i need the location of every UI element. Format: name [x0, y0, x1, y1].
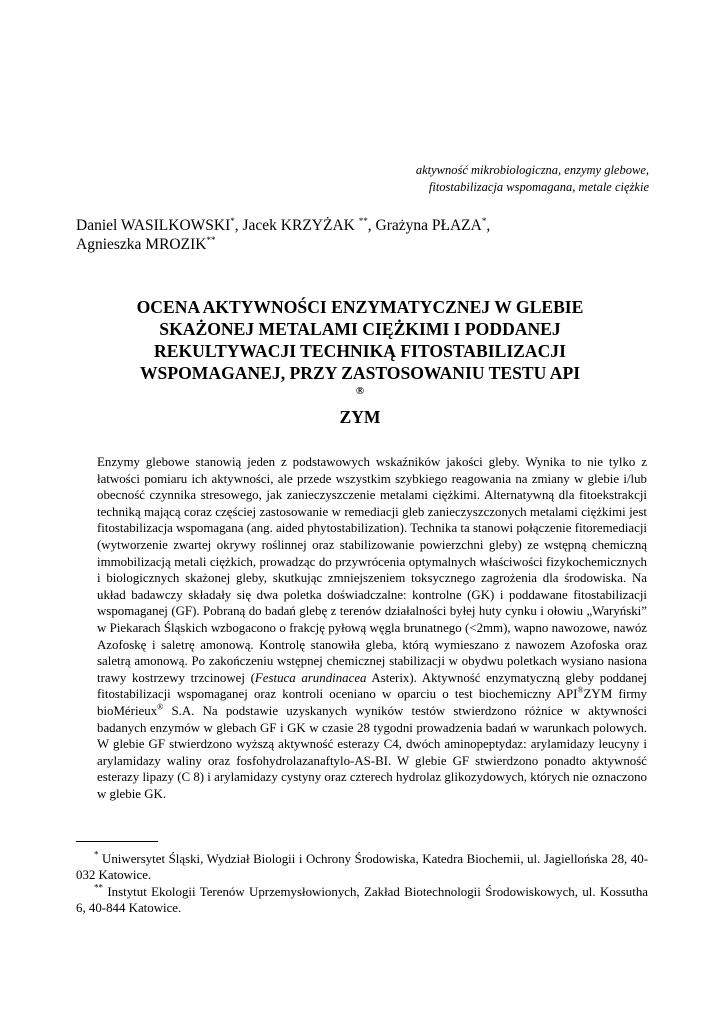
abstract-text-part-4: S.A. Na podstawie uzyskanych wyników testów stwierdzono różnice w aktywności badanych enzymów w glebach GF i GK w czasie 28 tygodni prowadzenia badań w warunkach polowych. W glebie GF stwierdzono wyższą aktywność esterazy C4, dwóch aminopeptydaz: arylamidazy leucyny i arylamidazy waliny oraz fosfohydrolazanaftylo-AS-BI. W glebie GF stwierdzono ponadto aktywność esterazy lipazy (C 8) i arylamidazy cystyny oraz czterech hydrolaz glikozydowych, których nie oznaczono w glebie GK. [97, 703, 647, 801]
author-1-affiliation-mark: * [230, 215, 235, 226]
footnote-2-text: Instytut Ekologii Terenów Uprzemysłowionych, Zakład Biotechnologii Środowiskowych, ul. Kossutha 6, 40-844 Katowice. [76, 885, 648, 916]
author-4-affiliation-mark: ** [206, 234, 216, 245]
title-line-4 [70, 362, 650, 428]
footnote-2 [76, 884, 648, 917]
abstract [97, 454, 647, 802]
author-2-affiliation-mark: ** [358, 215, 368, 226]
footnote-1 [76, 851, 648, 884]
author-4-name: Agnieszka MROZIK [76, 236, 207, 253]
abstract-text-part-3: ZYM firmy bioMérieux [97, 687, 647, 718]
title-line-4-suffix: ZYM [339, 407, 381, 427]
author-2-name: , Jacek KRZYŻAK [234, 217, 355, 234]
abstract-paragraph [97, 454, 647, 802]
registered-mark: ® [577, 686, 584, 696]
author-3-affiliation-mark: * [481, 215, 487, 226]
footnote-1-mark: * [94, 849, 99, 860]
paper-title [70, 296, 650, 428]
title-line-2: SKAŻONEJ METALAMI CIĘŻKIMI I PODDANEJ [159, 319, 561, 339]
title-line-1: OCENA AKTYWNOŚCI ENZYMATYCZNEJ W GLEBIE [136, 297, 584, 317]
footnote-1-text: Uniwersytet Śląski, Wydział Biologii i Ochrony Środowiska, Katedra Biochemii, ul. Jagiellońska 28, 40-032 Katowice. [76, 852, 648, 883]
species-name: Festuca arundinacea [254, 670, 367, 685]
title-line-3: REKULTYWACJI TECHNIKĄ FITOSTABILIZACJI [154, 341, 566, 361]
registered-mark: ® [355, 385, 365, 398]
author-3-name: , Grażyna PŁAZA [367, 217, 482, 234]
title-line-4-text: WSPOMAGANEJ, PRZY ZASTOSOWANIU TESTU API [139, 363, 581, 383]
author-1-name: Daniel WASILKOWSKI [76, 217, 231, 234]
keywords-line-1: aktywność mikrobiologiczna, enzymy glebowe, [415, 163, 649, 177]
keywords-line-2: fitostabilizacja wspomagana, metale ciężkie [428, 180, 649, 194]
abstract-text-part-1: Enzymy glebowe stanowią jeden z podstawowych wskaźników jakości gleby. Wynika to nie tylko z łatwości pomiaru ich aktywności, ale przede wszystkim szybkiego reagowania na zmiany w glebie i/lub obecność czynnika stresowego, jak zanieczyszczenie metalami ciężkimi. Alternatywną dla fitoekstrakcji techniką mającą coraz częściej zastosowanie w remediacji gleb zanieczyszczonych metalami ciężkimi jest fitostabilizacja wspomagana (ang. aided phytostabilization). Technika ta stanowi połączenie fitoremediacji (wytworzenie zwartej okrywy roślinnej oraz stabilizowanie powierzchni gleby) ze wstępną chemiczną immobilizacją metali ciężkich, prowadząc do przywrócenia optymalnych właściwości fizykochemicznych i biologicznych skażonej gleby, skutkując zmniejszeniem toksycznego zagrożenia dla środowiska. Na układ badawczy składały się dwa poletka doświadczalne: kontrolne (GK) i poddawane fitostabilizacji wspomaganej (GF). Pobraną do badań glebę z terenów działalności byłej huty cynku i ołowiu „Waryński” w Piekarach Śląskich wzbogacono o frakcję pyłową węgla brunatnego (<2mm), wapno nawozowe, nawóz Azofoskę i saletrę amonową. Kontrolę stanowiła gleba, którą wymieszano z nawozem Azofoska oraz saletrą amonową. Po zakończeniu wstępnej chemicznej stabilizacji w obydwu poletkach wysiano nasiona trawy kostrzewy trzcinowej ( [97, 455, 647, 685]
footnote-2-mark: ** [94, 882, 103, 893]
authors [76, 216, 656, 254]
registered-mark: ® [157, 702, 164, 712]
author-separator: , [486, 217, 491, 234]
keywords [229, 162, 649, 196]
footnote-separator [76, 841, 158, 842]
abstract-text-part-2: Asterix). Aktywność enzymatyczną gleby poddanej fitostabilizacji wspomaganej oraz kontroli oceniano w oparciu o test biochemiczny API [97, 670, 647, 702]
